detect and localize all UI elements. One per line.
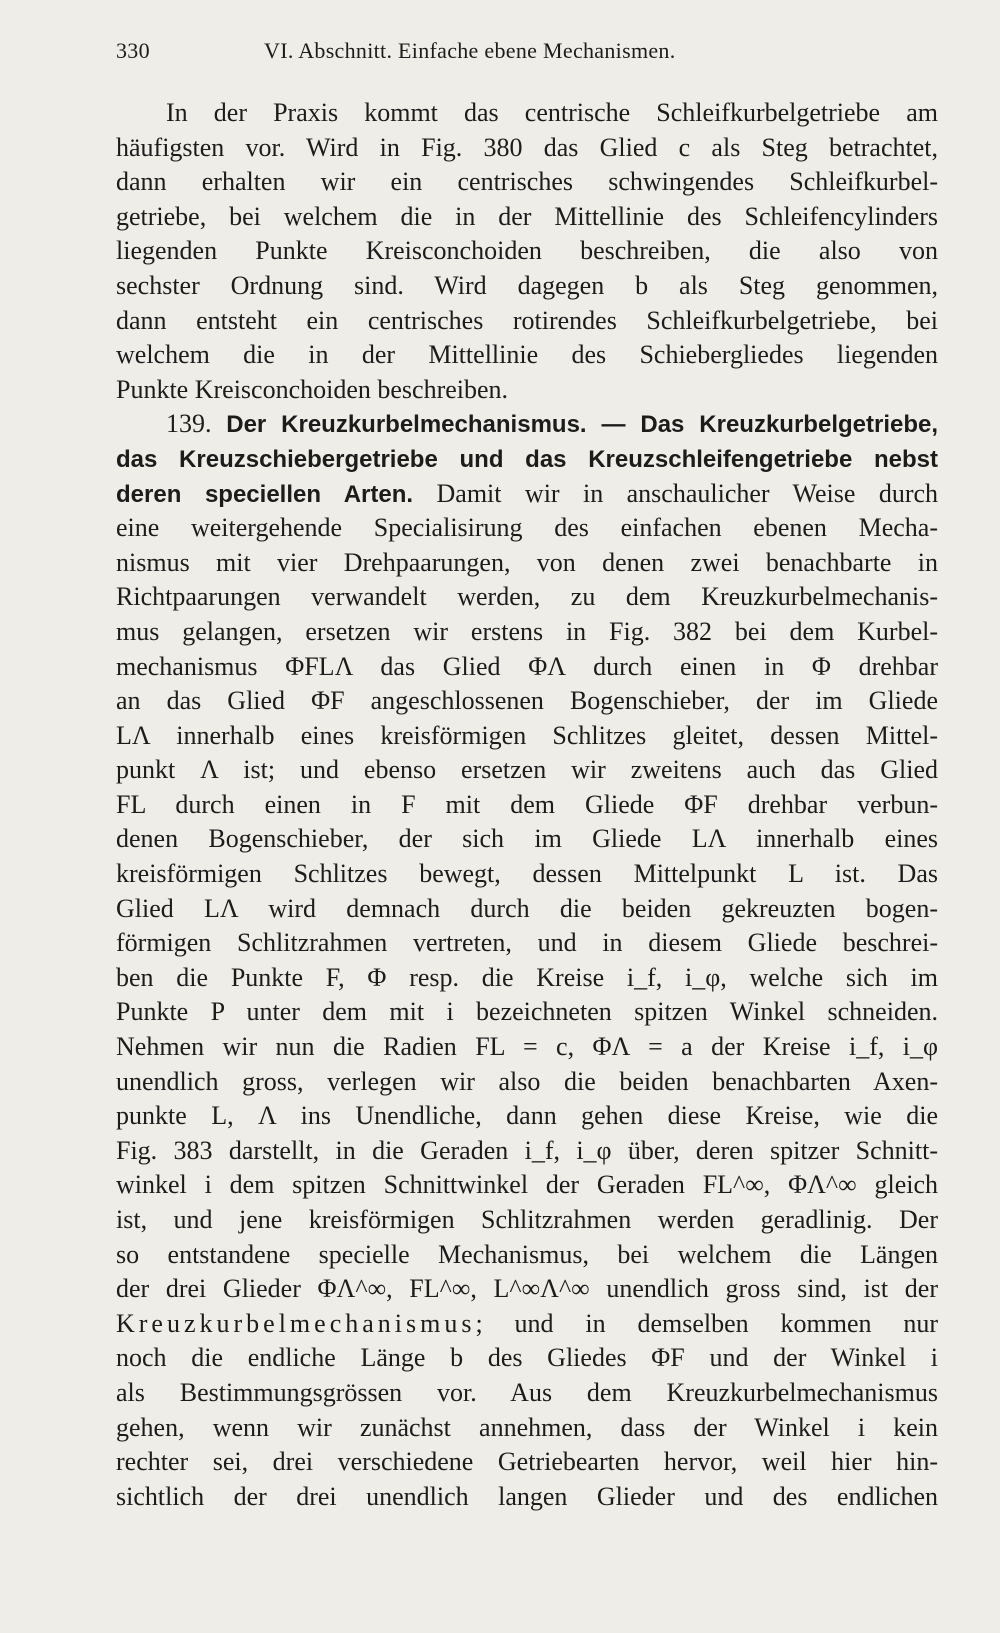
text-line: LΛ innerhalb eines kreisförmigen Schlitzes gleitet, dessen Mittel- [116,720,938,750]
text-line: mus gelangen, ersetzen wir erstens in Fig. 382 bei dem Kurbel- [116,616,938,646]
text-line: an das Glied ΦF angeschlossenen Bogenschieber, der im Gliede [116,686,938,716]
text-line: sichtlich der drei unendlich langen Glieder und des endlichen [116,1481,938,1511]
text-line: denen Bogenschieber, der sich im Gliede LΛ innerhalb eines [116,824,938,854]
text-line: Richtpaarungen verwandelt werden, zu dem Kreuzkurbelmechanis- [116,582,938,612]
section-heading: das Kreuzschiebergetriebe und das Kreuzschleifengetriebe nebst [116,445,938,473]
text-line: ist, und jene kreisförmigen Schlitzrahmen werden geradlinig. Der [116,1205,938,1234]
text-line: häufigsten vor. Wird in Fig. 380 das Glied c als Steg betrachtet, [116,132,938,162]
text-line: rechter sei, drei verschiedene Getriebearten hervor, weil hier hin- [116,1447,938,1477]
text-line: kreisförmigen Schlitzes bewegt, dessen Mittelpunkt L ist. Das [116,859,938,889]
section-heading: Der Kreuzkurbelmechanismus. — Das Kreuzkurbelgetriebe, [226,411,939,439]
section-heading-line [116,442,938,477]
page-body [116,96,938,1514]
text-line: unendlich gross, verlegen wir also die beiden benachbarten Axen- [116,1066,938,1096]
text-run: ; und in demselben kommen nur [475,1308,938,1338]
text-line: mechanismus ΦFLΛ das Glied ΦΛ durch einen in Φ drehbar [116,651,938,681]
text-line: In der Praxis kommt das centrische Schleifkurbelgetriebe am [166,98,938,127]
section-heading-line [116,407,938,442]
text-line: punkt Λ ist; und ebenso ersetzen wir zweitens auch das Glied [116,755,938,785]
section-number: 139. [166,409,212,439]
text-line: FL durch einen in F mit dem Gliede ΦF drehbar verbun- [116,789,938,819]
text-line: getriebe, bei welchem die in der Mittellinie des Schleifencylinders [116,201,938,231]
text-line: gehen, wenn wir zunächst annehmen, dass der Winkel i kein [116,1412,938,1442]
text-line: eine weitergehende Specialisirung des einfachen ebenen Mecha- [116,513,938,543]
text-line: Punkte P unter dem mit i bezeichneten spitzen Winkel schneiden. [116,997,938,1027]
text-line: Glied LΛ wird demnach durch die beiden gekreuzten bogen- [116,893,938,923]
text-line: dann erhalten wir ein centrisches schwingendes Schleifkurbel- [116,167,938,197]
text-line: noch die endliche Länge b des Gliedes ΦF und der Winkel i [116,1343,938,1373]
text-run: Damit wir in anschaulicher Weise durch [436,478,939,508]
text-line: Nehmen wir nun die Radien FL = c, ΦΛ = a der Kreise i_f, i_φ [116,1032,938,1062]
text-line: der drei Glieder ΦΛ^∞, FL^∞, L^∞Λ^∞ unendlich gross sind, ist der [116,1274,938,1304]
text-line [116,1307,938,1342]
text-line: nismus mit vier Drehpaarungen, von denen zwei benachbarte in [116,547,938,577]
text-line: so entstandene specielle Mechanismus, bei welchem die Längen [116,1239,938,1269]
text-line: förmigen Schlitzrahmen vertreten, und in diesem Gliede beschrei- [116,928,938,958]
section-heading-line [116,477,938,512]
text-line: punkte L, Λ ins Unendliche, dann gehen diese Kreise, wie die [116,1101,938,1131]
text-line: welchem die in der Mittellinie des Schiebergliedes liegenden [116,340,938,370]
text-line: ben die Punkte F, Φ resp. die Kreise i_f, i_φ, welche sich im [116,962,938,992]
text-line: Fig. 383 darstellt, in die Geraden i_f, i_φ über, deren spitzer Schnitt- [116,1135,938,1165]
text-line: Punkte Kreisconchoiden beschreiben. [116,374,509,404]
running-title: VI. Abschnitt. Einfache ebene Mechanismen. [264,38,676,63]
spaced-term: Kreuzkurbelmechanismus [116,1308,476,1338]
text-line: liegenden Punkte Kreisconchoiden beschreiben, die also von [116,236,938,266]
page-number: 330 [116,38,150,63]
section-heading: deren speciellen Arten. [116,480,414,508]
text-line: als Bestimmungsgrössen vor. Aus dem Kreuzkurbelmechanismus [116,1377,938,1407]
text-line: sechster Ordnung sind. Wird dagegen b als Steg genommen, [116,270,938,300]
text-line: winkel i dem spitzen Schnittwinkel der Geraden FL^∞, ΦΛ^∞ gleich [116,1170,938,1200]
text-line: dann entsteht ein centrisches rotirendes Schleifkurbelgetriebe, bei [116,305,938,335]
